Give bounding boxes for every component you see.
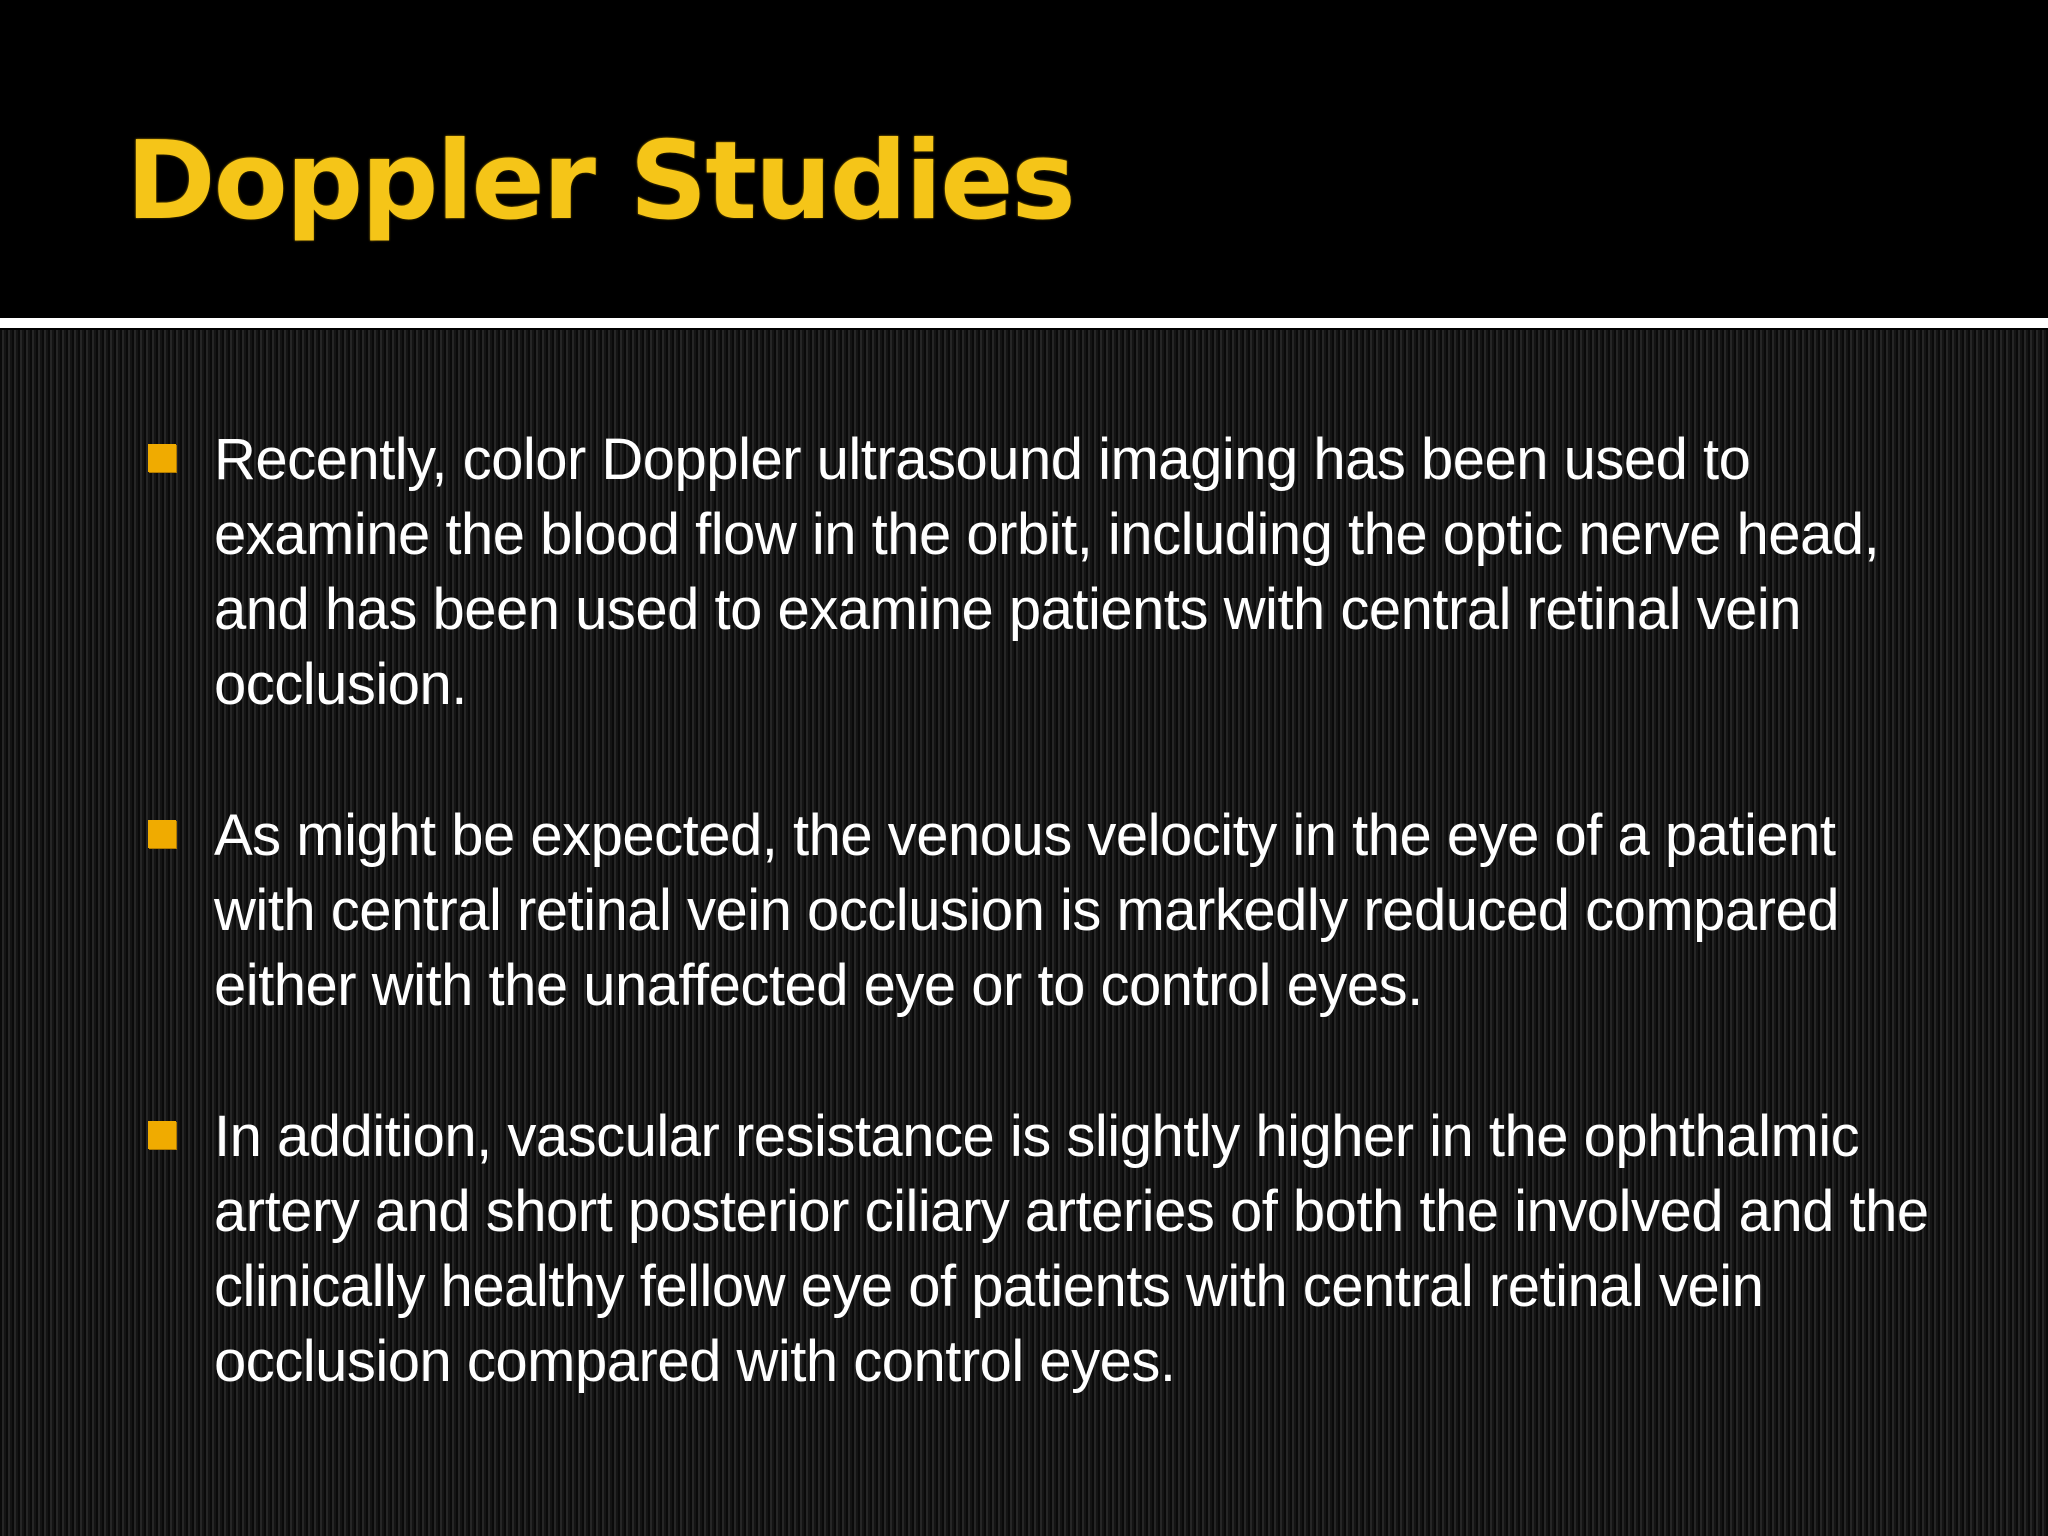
bullet-text: In addition, vascular resistance is slightly higher in the ophthalmic artery and short posterior ciliary arteries of both the involved and the clinically healthy fellow eye of patients with central retinal vein occlusion compared with control eyes. xyxy=(214,1104,1929,1394)
bullet-list xyxy=(148,422,1948,1475)
bullet-item xyxy=(148,422,1948,722)
bullet-item xyxy=(148,1099,1948,1399)
bullet-text: As might be expected, the venous velocity in the eye of a patient with central retinal vein occlusion is markedly reduced compared either with the unaffected eye or to control eyes. xyxy=(214,803,1839,1018)
bullet-item xyxy=(148,798,1948,1023)
square-bullet-icon xyxy=(148,444,176,472)
square-bullet-icon xyxy=(148,820,176,848)
square-bullet-icon xyxy=(148,1121,176,1149)
title-band xyxy=(0,0,2048,318)
title-divider xyxy=(0,318,2048,328)
slide-title: Doppler Studies xyxy=(126,119,1074,244)
bullet-text: Recently, color Doppler ultrasound imaging has been used to examine the blood flow in the orbit, including the optic nerve head, and has been used to examine patients with central retinal vein occlusion. xyxy=(214,427,1880,717)
